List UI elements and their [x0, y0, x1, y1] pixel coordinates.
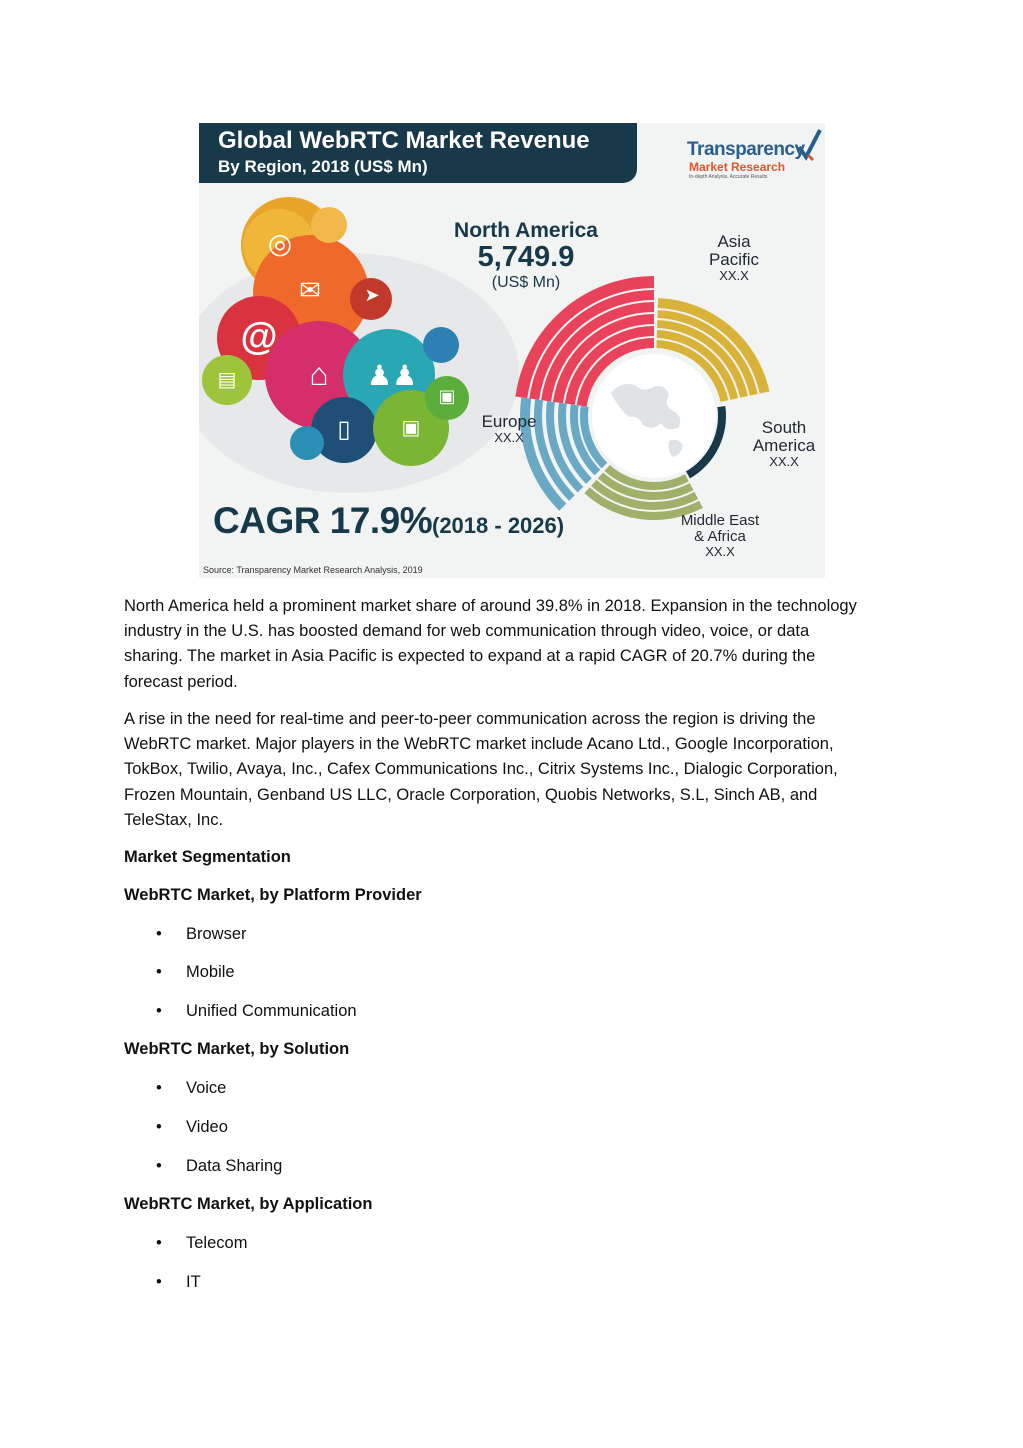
paragraph-2-line-1: A rise in the need for real-time and peer-to-peer communication across the region is driving the: [124, 710, 816, 728]
south-america-name-line2: America: [752, 435, 816, 455]
paragraph-1-line-4: forecast period.: [124, 672, 238, 691]
paragraph-2-line-5: TeleStax, Inc.: [124, 810, 224, 829]
asia-pacific-name-line2: Pacific: [708, 249, 760, 269]
bubble-small-blue: [423, 327, 459, 363]
list-item: [156, 925, 247, 944]
list-item-label: Mobile: [186, 963, 235, 981]
cagr-label: CAGR 17.9%: [213, 500, 433, 541]
bullet-icon: •: [156, 1079, 162, 1097]
envelope-icon: ✉: [299, 275, 321, 305]
south-america-label: [744, 419, 824, 468]
list-item-label: Telecom: [186, 1234, 248, 1252]
chat-icon: ▣: [438, 386, 456, 406]
logo-tagline: In-depth Analysis. Accurate Results: [689, 174, 768, 180]
bubble-small-teal: [290, 426, 324, 460]
lock-icon: ▣: [401, 417, 421, 439]
mea-label: [665, 513, 775, 558]
logo-subtitle: Market Research: [689, 160, 786, 174]
mobile-icon: ▯: [337, 416, 351, 443]
platform-heading: WebRTC Market, by Platform Provider: [124, 886, 422, 904]
asia-pacific-value: XX.X: [719, 267, 749, 283]
list-item: [156, 1002, 357, 1021]
infographic-source: Source: Transparency Market Research Analysis, 2019: [203, 565, 423, 575]
europe-value: XX.X: [494, 429, 524, 445]
bullet-icon: •: [156, 1234, 162, 1252]
list-item: [156, 1273, 201, 1292]
list-item: [156, 1079, 226, 1098]
paragraph-2-line-3: TokBox, Twilio, Avaya, Inc., Cafex Communications Inc., Citrix Systems Inc., Dialogic Corporation,: [124, 760, 838, 779]
mea-name-line1: Middle East: [680, 512, 760, 529]
north-america-unit: (US$ Mn): [491, 274, 561, 291]
bullet-icon: •: [156, 925, 162, 943]
document-icon: ▤: [217, 369, 237, 391]
europe-name: Europe: [481, 412, 537, 431]
mea-name-line2: & Africa: [694, 527, 746, 545]
list-item-label: Data Sharing: [186, 1157, 283, 1175]
paragraph-1-line-2: industry in the U.S. has boosted demand for web communication through video, voice, or data: [124, 622, 810, 641]
users-icon: ♟♟: [367, 360, 418, 391]
paragraph-2-line-4: Frozen Mountain, Genband US LLC, Oracle Corporation, Quobis Networks, S.L, Sinch AB, and: [124, 785, 818, 804]
north-america-value: 5,749.9: [477, 241, 575, 273]
bullet-icon: •: [156, 1118, 162, 1136]
bullet-icon: •: [156, 1273, 162, 1291]
south-america-name-line1: South: [761, 418, 807, 437]
paragraph-2: [124, 707, 914, 833]
bullet-icon: •: [156, 1002, 162, 1020]
list-item: [156, 1157, 282, 1176]
cagr-period: (2018 - 2026): [432, 513, 565, 538]
mea-value: XX.X: [705, 543, 735, 559]
paragraph-1-line-3: sharing. The market in Asia Pacific is expected to expand at a rapid CAGR of 20.7% during the: [124, 647, 816, 666]
at-icon: @: [240, 316, 278, 358]
solution-heading: WebRTC Market, by Solution: [124, 1040, 350, 1058]
north-america-label: North America: [454, 219, 598, 242]
asia-pacific-name-line1: Asia: [717, 232, 751, 251]
paragraph-2-line-2: WebRTC market. Major players in the WebRTC market include Acano Ltd., Google Incorporation,: [124, 735, 834, 754]
market-segmentation-heading: Market Segmentation: [124, 848, 291, 866]
list-item-label: IT: [186, 1273, 201, 1291]
list-item-label: Video: [186, 1118, 228, 1136]
application-heading: WebRTC Market, by Application: [124, 1195, 373, 1213]
globe-icon: ◎: [267, 228, 293, 259]
list-item: [156, 963, 235, 982]
south-america-value: XX.X: [769, 453, 799, 469]
paragraph-1: [124, 594, 914, 695]
market-infographic: [199, 123, 825, 578]
paragraph-1-line-1: North America held a prominent market share of around 39.8% in 2018. Expansion in the technology: [124, 597, 857, 615]
bubble-small-yellow: [311, 207, 347, 243]
list-item-label: Browser: [186, 925, 247, 943]
infographic-title: Global WebRTC Market Revenue: [218, 127, 590, 154]
logo-check-icon: [796, 127, 822, 163]
list-item: [156, 1118, 228, 1137]
list-item: [156, 1234, 247, 1253]
logo-brand: Transparency: [687, 139, 805, 160]
list-item-label: Voice: [186, 1079, 227, 1097]
infographic-subtitle: By Region, 2018 (US$ Mn): [218, 157, 428, 176]
europe-label: [471, 413, 547, 444]
home-icon: ⌂: [309, 356, 329, 392]
bullet-icon: •: [156, 1157, 162, 1175]
bullet-icon: •: [156, 963, 162, 981]
asia-pacific-label: [694, 233, 774, 282]
list-item-label: Unified Communication: [186, 1002, 357, 1020]
cursor-icon: ➤: [364, 285, 380, 305]
